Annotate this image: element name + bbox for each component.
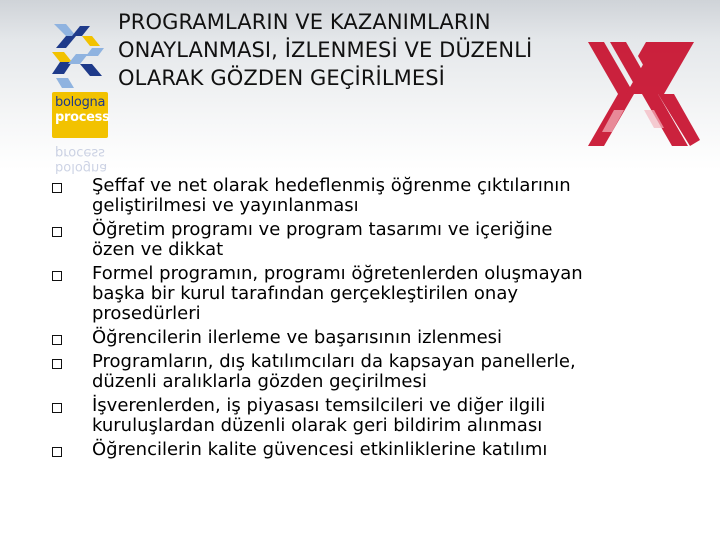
hollow-square-icon [52, 359, 62, 369]
bullet-text [92, 176, 692, 216]
bullet-item [52, 440, 692, 460]
bullet-text [92, 220, 692, 260]
logo-wordmark [52, 92, 108, 138]
bullet-item [52, 176, 692, 216]
bullet-line: Şeffaf ve net olarak hedeflenmiş öğrenme çıktılarının [92, 175, 571, 196]
slide-title [118, 8, 598, 92]
bullet-item [52, 352, 692, 392]
title-line-3: OLARAK GÖZDEN GEÇİRİLMESİ [118, 66, 445, 90]
bullet-text [92, 328, 692, 348]
hollow-square-icon [52, 447, 62, 457]
bullet-item [52, 264, 692, 324]
logo-line-bologna: bologna [55, 95, 106, 110]
bullet-text [92, 352, 692, 392]
logo-x-mark-icon [46, 18, 114, 94]
hollow-square-icon [52, 271, 62, 281]
bullet-text [92, 440, 692, 460]
bullet-line: Programların, dış katılımcıları da kapsayan panellerle, [92, 351, 576, 372]
bullet-text [92, 264, 692, 324]
bullet-line: geliştirilmesi ve yayınlanması [92, 195, 359, 216]
bullet-item [52, 396, 692, 436]
bullet-line: düzenli aralıklarla gözden geçirilmesi [92, 371, 427, 392]
hollow-square-icon [52, 183, 62, 193]
bullet-line: Öğrencilerin ilerleme ve başarısının izlenmesi [92, 327, 503, 348]
bullet-item [52, 328, 692, 348]
bullet-line: Öğretim programı ve program tasarımı ve içeriğine [92, 219, 553, 240]
hollow-square-icon [52, 335, 62, 345]
title-line-2: ONAYLANMASI, İZLENMESİ VE DÜZENLİ [118, 38, 533, 62]
bullet-text [92, 396, 692, 436]
logo-line-process: process [55, 110, 110, 125]
bullet-line: kuruluşlardan düzenli olarak geri bildirim alınması [92, 415, 543, 436]
bologna-process-logo [46, 18, 114, 178]
bullet-line: prosedürleri [92, 303, 201, 324]
logo-reflection-line1: bologna [55, 160, 108, 175]
bullet-line: Öğrencilerin kalite güvencesi etkinliklerine katılımı [92, 439, 548, 460]
hollow-square-icon [52, 227, 62, 237]
yok-logo [584, 36, 704, 152]
hollow-square-icon [52, 403, 62, 413]
bullet-line: özen ve dikkat [92, 239, 224, 260]
bullet-line: İşverenlerden, iş piyasası temsilcileri ve diğer ilgili [92, 395, 546, 416]
logo-reflection [52, 138, 108, 178]
bullet-item [52, 220, 692, 260]
logo-reflection-line2: process [55, 145, 105, 160]
title-line-1: PROGRAMLARIN VE KAZANIMLARIN [118, 10, 491, 34]
bullet-list [52, 176, 692, 460]
bullet-line: başka bir kurul tarafından gerçekleştirilen onay [92, 283, 519, 304]
bullet-line: Formel programın, programı öğretenlerden oluşmayan [92, 263, 583, 284]
